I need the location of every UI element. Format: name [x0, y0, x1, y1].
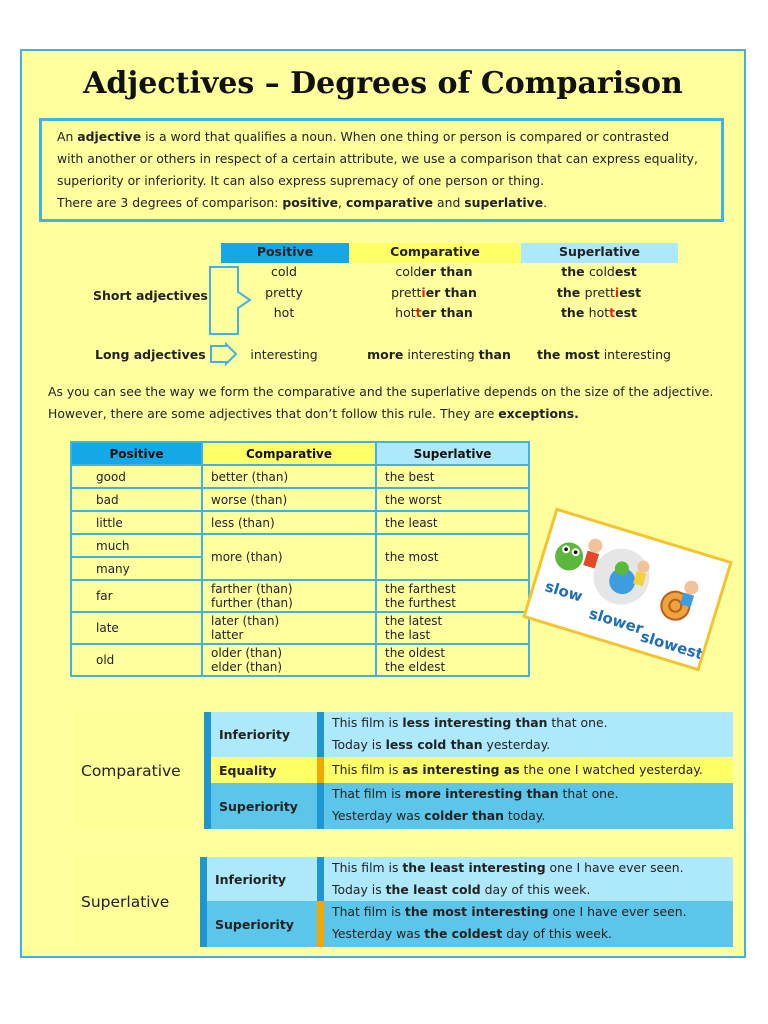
table-row: [71, 488, 529, 511]
cell-superlative: the latest the last: [376, 612, 529, 644]
page-title: Adjectives – Degrees of Comparison: [83, 66, 683, 101]
table-row: [71, 511, 529, 534]
cell-comparative: later (than) latter: [202, 612, 376, 644]
cell-positive: bad: [71, 488, 202, 511]
cell-positive: good: [71, 465, 202, 488]
col-header-positive: Positive: [71, 442, 202, 465]
example-line: Yesterday was the coldest day of this week.: [332, 926, 612, 941]
superlative-superiority-examples: [324, 901, 733, 947]
form-comparative: more interesting than: [367, 347, 511, 362]
explanation-paragraph: [48, 381, 758, 425]
paragraph-line-2: However, there are some adjectives that don’t follow this rule. They are exceptions.: [48, 406, 579, 421]
comparative-block: [73, 712, 733, 829]
col-header-comparative: Comparative: [202, 442, 376, 465]
table-row: [71, 580, 529, 612]
cell-positive: far: [71, 580, 202, 612]
superlative-superiority-label: Superiority: [207, 901, 317, 947]
cell-superlative: the most: [376, 534, 529, 580]
form-comparative: hotter than: [395, 305, 473, 320]
intro-line-4: There are 3 degrees of comparison: positive, comparative and superlative.: [57, 195, 548, 210]
cell-comparative: farther (than) further (than): [202, 580, 376, 612]
example-line: This film is as interesting as the one I watched yesterday.: [332, 762, 703, 777]
comparative-label: Comparative: [73, 712, 204, 829]
comparative-superiority-examples: [324, 783, 733, 829]
forms-row: [199, 305, 679, 325]
superlative-block: [73, 857, 733, 947]
cell-superlative: the best: [376, 465, 529, 488]
forms-row: [199, 264, 679, 285]
cell-positive: little: [71, 511, 202, 534]
form-positive: pretty: [265, 285, 303, 300]
divider-bar: [200, 857, 207, 947]
form-superlative: the coldest: [561, 264, 637, 279]
intro-line-3: superiority or inferiority. It can also express supremacy of one person or thing.: [57, 173, 545, 188]
example-line: Today is the least cold day of this week.: [332, 882, 591, 897]
cell-superlative: the farthest the furthest: [376, 580, 529, 612]
divider-bar: [204, 712, 211, 829]
table-header-row: [71, 442, 529, 465]
exceptions-table: [70, 441, 530, 677]
cell-superlative: the oldest the eldest: [376, 644, 529, 676]
form-positive: cold: [271, 264, 297, 279]
cell-comparative: better (than): [202, 465, 376, 488]
cell-positive: old: [71, 644, 202, 676]
divider-bar: [317, 757, 324, 783]
label-slower: slower: [586, 604, 646, 638]
divider-bar: [317, 783, 324, 829]
short-forms-rows: [199, 264, 679, 325]
cell-positive: many: [71, 557, 202, 580]
example-line: This film is the least interesting one I have ever seen.: [332, 860, 684, 875]
intro-line-2: with another or others in respect of a certain attribute, we use a comparison that can express equality,: [57, 151, 698, 166]
forms-row: [199, 285, 679, 305]
cell-superlative: the least: [376, 511, 529, 534]
comparative-equality-label: Equality: [211, 757, 317, 783]
long-adjectives-label: Long adjectives: [95, 347, 206, 362]
cell-comparative: less (than): [202, 511, 376, 534]
cell-positive: late: [71, 612, 202, 644]
example-line: That film is more interesting than that one.: [332, 786, 619, 801]
cell-superlative: the worst: [376, 488, 529, 511]
form-comparative: prettier than: [391, 285, 477, 300]
superlative-label: Superlative: [73, 857, 200, 947]
comparative-inferiority-examples: [324, 712, 733, 757]
cell-positive: much: [71, 534, 202, 557]
table-row: [71, 644, 529, 676]
form-positive: hot: [273, 305, 295, 320]
divider-bar: [317, 901, 324, 947]
form-superlative: the prettiest: [556, 285, 642, 300]
example-line: This film is less interesting than that one.: [332, 715, 608, 730]
table-row: [71, 465, 529, 488]
label-slowest: slowest: [638, 627, 706, 664]
example-line: Yesterday was colder than today.: [332, 808, 546, 823]
comparative-equality-examples: [324, 757, 733, 783]
divider-bar: [317, 712, 324, 757]
forms-header-positive: Positive: [221, 243, 349, 263]
form-positive: interesting: [250, 347, 318, 362]
example-line: Today is less cold than yesterday.: [332, 737, 551, 752]
intro-box: [39, 118, 724, 222]
paragraph-line-1: As you can see the way we form the comparative and the superlative depends on the size of the adjective.: [48, 384, 714, 399]
comparative-inferiority-label: Inferiority: [211, 712, 317, 757]
short-adjectives-label: Short adjectives: [93, 288, 208, 303]
example-line: That film is the most interesting one I have ever seen.: [332, 904, 687, 919]
table-row: [71, 612, 529, 644]
forms-header-superlative: Superlative: [521, 243, 678, 263]
form-superlative: the most interesting: [537, 347, 671, 362]
superlative-inferiority-label: Inferiority: [207, 857, 317, 901]
comparative-superiority-label: Superiority: [211, 783, 317, 829]
long-forms-row: [199, 347, 679, 367]
form-comparative: colder than: [395, 264, 473, 279]
cell-comparative: worse (than): [202, 488, 376, 511]
cell-comparative: older (than) elder (than): [202, 644, 376, 676]
form-superlative: the hottest: [560, 305, 638, 320]
forms-header-comparative: Comparative: [349, 243, 521, 263]
table-row: [71, 534, 529, 557]
divider-bar: [317, 857, 324, 901]
col-header-superlative: Superlative: [376, 442, 529, 465]
cell-comparative: more (than): [202, 534, 376, 580]
superlative-inferiority-examples: [324, 857, 733, 901]
intro-line-1: An adjective is a word that qualifies a noun. When one thing or person is compared or contrasted: [57, 129, 670, 144]
label-slow: slow: [542, 577, 585, 606]
